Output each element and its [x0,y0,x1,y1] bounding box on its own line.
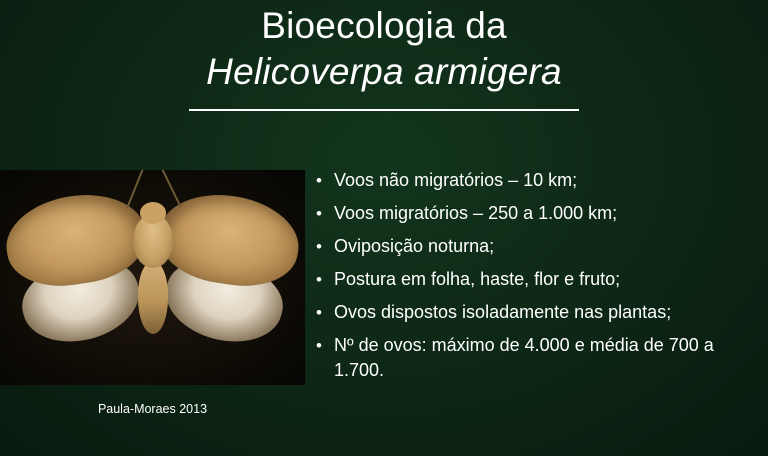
list-item-label: Voos não migratórios – 10 km; [334,170,578,190]
bullet-marker-icon: • [316,237,322,256]
list-item-label: Ovos dispostos isoladamente nas plantas; [334,302,672,322]
bullet-marker-icon: • [316,336,322,355]
image-credit: Paula-Moraes 2013 [97,402,208,416]
list-item-label: Nº de ovos: máximo de 4.000 e média de 700 a 1.700. [334,335,714,380]
list-item [310,300,760,325]
list-item-label: Postura em folha, haste, flor e fruto; [334,269,621,289]
moth-illustration [0,170,305,385]
list-item [310,234,760,259]
bullet-marker-icon: • [316,303,322,322]
slide-content [0,160,768,456]
moth-photo-frame [0,170,305,385]
list-item-label: Oviposição noturna; [334,236,495,256]
moth-photo [0,170,305,416]
page-subtitle-species: Helicoverpa armigera [206,51,562,92]
list-item [310,201,760,226]
list-item [310,168,760,193]
bullet-marker-icon: • [316,270,322,289]
bullet-marker-icon: • [316,171,322,190]
title-block [0,0,768,111]
title-divider [189,109,579,111]
list-item [310,267,760,292]
list-item-label: Voos migratórios – 250 a 1.000 km; [334,203,618,223]
moth-abdomen [138,262,168,334]
bullet-list [310,168,760,391]
page-title: Bioecologia da [261,5,507,46]
list-item [310,333,760,383]
moth-head [140,202,166,224]
bullet-marker-icon: • [316,204,322,223]
